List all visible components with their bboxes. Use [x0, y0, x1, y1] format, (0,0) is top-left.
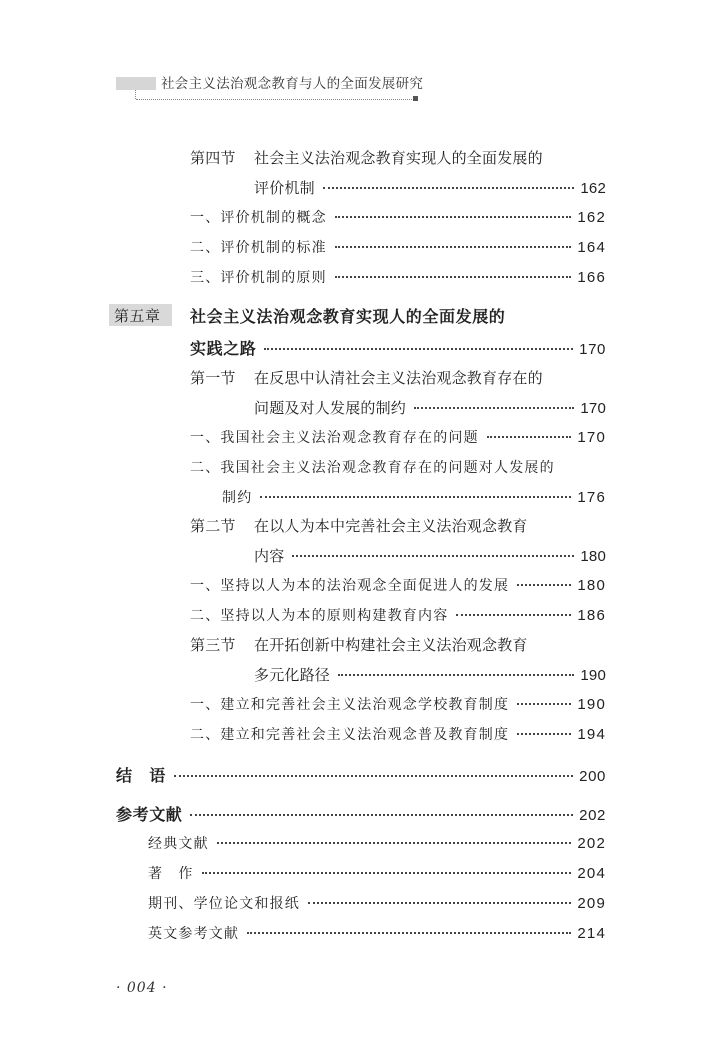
references-title: 参考文献	[116, 805, 183, 824]
ch5-s1-label: 第一节	[190, 369, 236, 387]
entry-text: 期刊、学位论文和报纸	[148, 896, 300, 912]
toc-entry-ch5-s3[interactable]	[254, 664, 606, 685]
ch4-s4-label: 第四节	[190, 149, 236, 167]
page-number: 180	[580, 548, 606, 565]
page-number: 190	[580, 667, 606, 684]
dot-leader	[338, 674, 574, 676]
toc-entry-ch5-s1-item2[interactable]	[222, 487, 606, 507]
toc-entry-ch5-s1-item1[interactable]	[190, 427, 606, 447]
page-number: 164	[577, 239, 606, 256]
ch5-s3-label: 第三节	[190, 636, 236, 654]
toc-entry-ch4-s4-item1[interactable]	[190, 207, 606, 227]
dot-leader	[323, 187, 575, 189]
dot-leader	[335, 276, 572, 278]
toc-entry-references-journals[interactable]	[148, 893, 606, 913]
chapter-5-title-line2: 实践之路	[190, 339, 257, 358]
ch5-s2-label: 第二节	[190, 517, 236, 535]
page-number: 209	[577, 895, 606, 912]
entry-text: 经典文献	[148, 836, 209, 852]
dot-leader	[260, 496, 571, 498]
ch4-s4-title-line2: 评价机制	[254, 179, 315, 197]
dot-leader	[202, 872, 572, 874]
entry-text: 一、坚持以人为本的法治观念全面促进人的发展	[190, 578, 510, 594]
page-number: 190	[577, 696, 606, 713]
entry-text: 三、评价机制的原则	[190, 270, 327, 286]
toc-entry-chapter-5[interactable]	[190, 336, 606, 359]
ch5-s1-item2-line1: 二、我国社会主义法治观念教育存在的问题对人发展的	[190, 460, 555, 476]
entry-text: 一、评价机制的概念	[190, 210, 327, 226]
page-number: 170	[580, 400, 606, 417]
toc-entry-references-books[interactable]	[148, 863, 606, 883]
dot-leader	[247, 932, 571, 934]
dot-leader	[517, 733, 571, 735]
running-header-title: 社会主义法治观念教育与人的全面发展研究	[161, 76, 424, 92]
dot-leader	[308, 902, 571, 904]
header-dotted-rule	[136, 99, 414, 100]
ch5-s1-item2-line2: 制约	[222, 490, 253, 506]
dot-leader	[174, 775, 573, 777]
ch5-s2-title-line2: 内容	[254, 547, 285, 565]
toc-entry-ch5-s3-item1[interactable]	[190, 694, 606, 714]
toc-entry-ch4-s4[interactable]	[254, 177, 606, 198]
page-number: 166	[577, 269, 606, 286]
toc-entry-conclusion[interactable]	[116, 763, 606, 786]
ch5-s2-title-line1: 在以人为本中完善社会主义法治观念教育	[254, 517, 528, 535]
page-number: 214	[577, 925, 606, 942]
dot-leader	[190, 814, 573, 816]
entry-text: 一、建立和完善社会主义法治观念学校教育制度	[190, 697, 510, 713]
ch5-s1-title-line2: 问题及对人发展的制约	[254, 399, 407, 417]
page-number: 180	[577, 577, 606, 594]
entry-text: 二、坚持以人为本的原则构建教育内容	[190, 608, 449, 624]
toc-entry-references[interactable]	[116, 802, 606, 825]
page-number: 162	[580, 180, 606, 197]
ch4-s4-title-line1: 社会主义法治观念教育实现人的全面发展的	[254, 149, 543, 167]
dot-leader	[517, 584, 571, 586]
dot-leader	[487, 436, 572, 438]
conclusion-title: 结 语	[116, 766, 166, 785]
entry-text: 英文参考文献	[148, 926, 240, 942]
toc-entry-ch5-s2-item2[interactable]	[190, 605, 606, 625]
ch5-s3-title-line1: 在开拓创新中构建社会主义法治观念教育	[254, 636, 528, 654]
page-number: 162	[577, 209, 606, 226]
header-square-marker	[413, 96, 418, 101]
toc-entry-references-english[interactable]	[148, 923, 606, 943]
chapter-5-title-line1: 社会主义法治观念教育实现人的全面发展的	[190, 307, 506, 326]
page-number: 202	[577, 835, 606, 852]
entry-text: 二、评价机制的标准	[190, 240, 327, 256]
toc-entry-ch5-s2-item1[interactable]	[190, 575, 606, 595]
header-bar	[116, 77, 156, 90]
footer-page-number: · 004 ·	[116, 980, 168, 996]
toc-entry-ch5-s2[interactable]	[254, 545, 606, 566]
toc-entry-ch4-s4-item3[interactable]	[190, 267, 606, 287]
page-number: 204	[577, 865, 606, 882]
page-number: 170	[577, 429, 606, 446]
dot-leader	[264, 348, 573, 350]
dot-leader	[335, 216, 572, 218]
page-number: 202	[579, 807, 606, 824]
page-number: 194	[577, 726, 606, 743]
dot-leader	[517, 703, 571, 705]
page-number: 170	[579, 341, 606, 358]
dot-leader	[414, 407, 574, 409]
dot-leader	[292, 555, 574, 557]
entry-text: 二、建立和完善社会主义法治观念普及教育制度	[190, 727, 510, 743]
toc-entry-ch5-s3-item2[interactable]	[190, 724, 606, 744]
ch5-s3-title-line2: 多元化路径	[254, 666, 331, 684]
ch5-s1-title-line1: 在反思中认清社会主义法治观念教育存在的	[254, 369, 543, 387]
header-rule-tick	[135, 90, 136, 99]
toc-entry-references-classics[interactable]	[148, 833, 606, 853]
dot-leader	[217, 842, 572, 844]
entry-text: 著 作	[148, 866, 194, 882]
page-number: 200	[579, 768, 606, 785]
toc-entry-ch5-s1[interactable]	[254, 397, 606, 418]
page-number: 176	[577, 489, 606, 506]
dot-leader	[335, 246, 572, 248]
chapter-5-label: 第五章	[114, 307, 161, 325]
dot-leader	[456, 614, 571, 616]
entry-text: 一、我国社会主义法治观念教育存在的问题	[190, 430, 479, 446]
toc-entry-ch4-s4-item2[interactable]	[190, 237, 606, 257]
page-number: 186	[577, 607, 606, 624]
